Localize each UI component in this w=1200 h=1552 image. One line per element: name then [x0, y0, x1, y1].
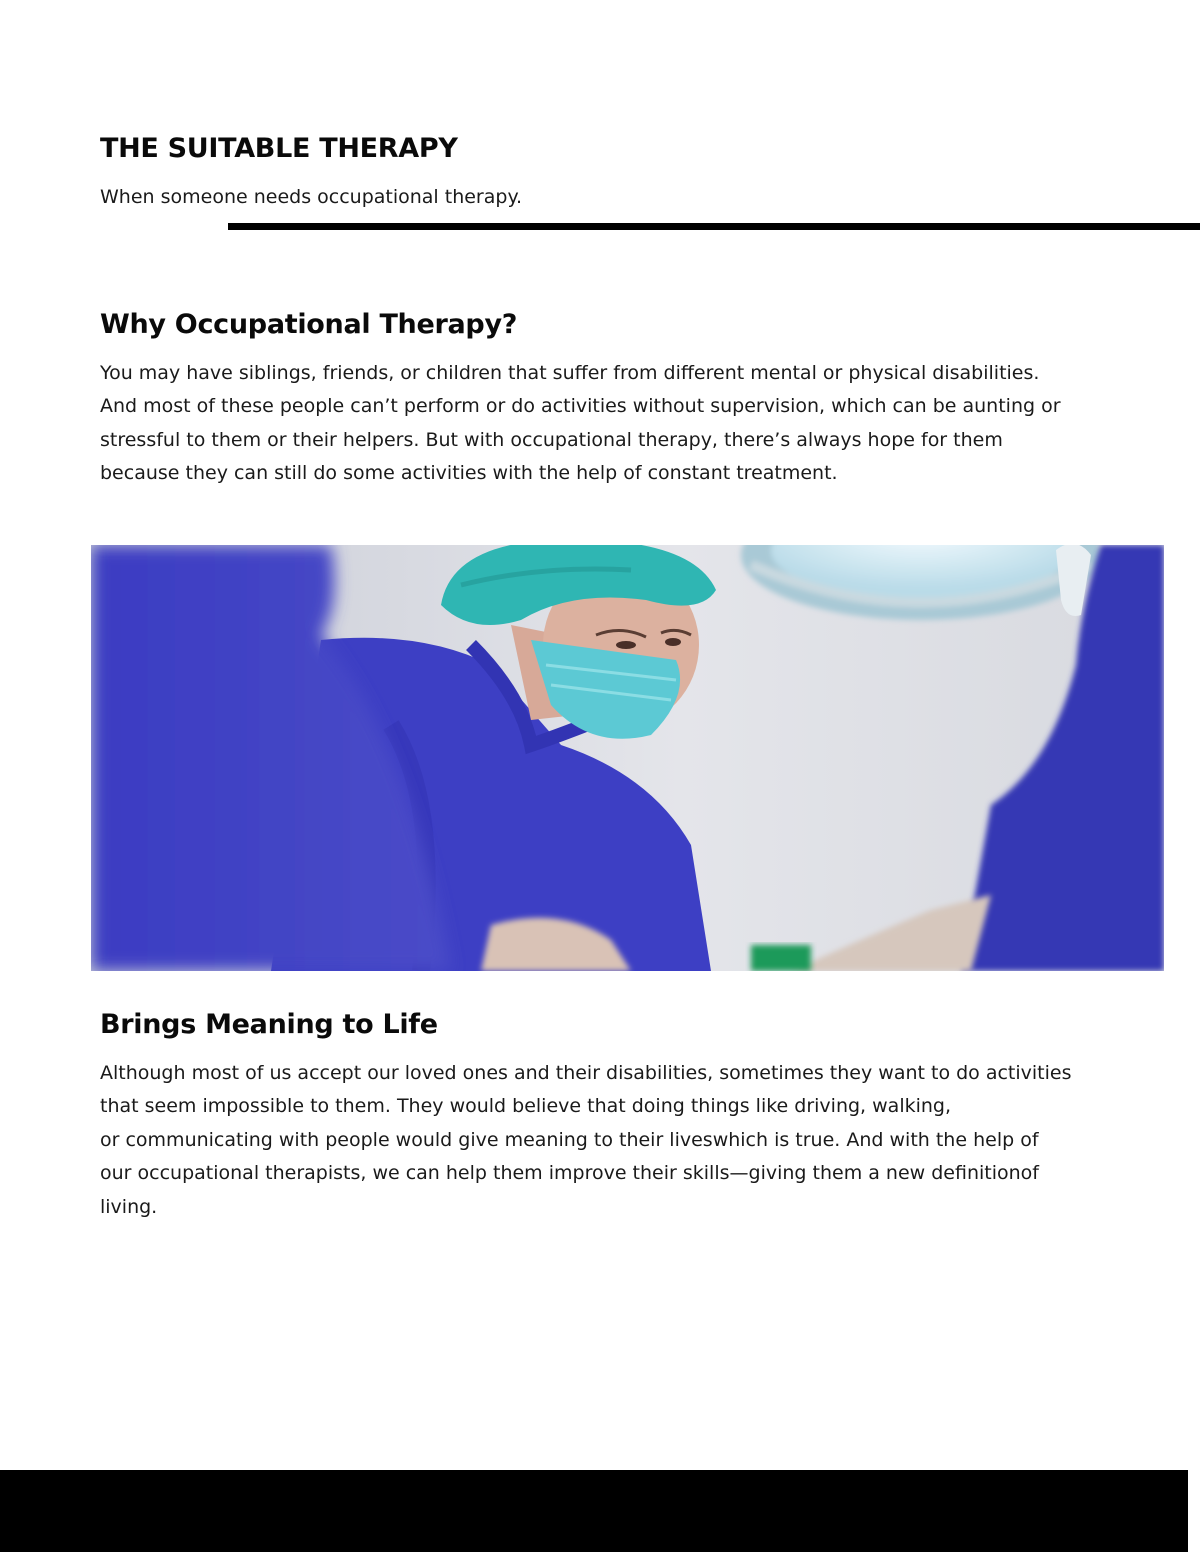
section-body-why	[100, 357, 1061, 491]
footer-bar	[0, 1470, 1188, 1552]
section-body-meaning	[100, 1057, 1072, 1224]
paragraph-line: our occupational therapists, we can help them improve their skills—giving them a new definitionof	[100, 1162, 1039, 1185]
paragraph-line: Although most of us accept our loved ones and their disabilities, sometimes they want to do activities	[100, 1062, 1072, 1084]
page-subtitle: When someone needs occupational therapy.	[100, 186, 523, 208]
section-heading-meaning: Brings Meaning to Life	[100, 1009, 438, 1040]
paragraph-line: or communicating with people would give meaning to their liveswhich is true. And with the help of	[100, 1128, 1039, 1151]
paragraph-line: And most of these people can’t perform or do activities without supervision, which can be aunting or	[100, 395, 1061, 418]
paragraph-line: stressful to them or their helpers. But with occupational therapy, there’s always hope for them	[100, 428, 1003, 451]
surgeon-photo	[91, 545, 1164, 971]
page-title: THE SUITABLE THERAPY	[100, 133, 458, 164]
paragraph-line: because they can still do some activities with the help of constant treatment.	[100, 462, 838, 485]
paragraph-line: living.	[100, 1195, 158, 1218]
paragraph-line: You may have siblings, friends, or children that suffer from different mental or physical disabilities.	[100, 362, 1040, 384]
header-divider	[228, 223, 1200, 230]
section-heading-why: Why Occupational Therapy?	[100, 309, 518, 340]
paragraph-line: that seem impossible to them. They would believe that doing things like driving, walking,	[100, 1095, 952, 1118]
